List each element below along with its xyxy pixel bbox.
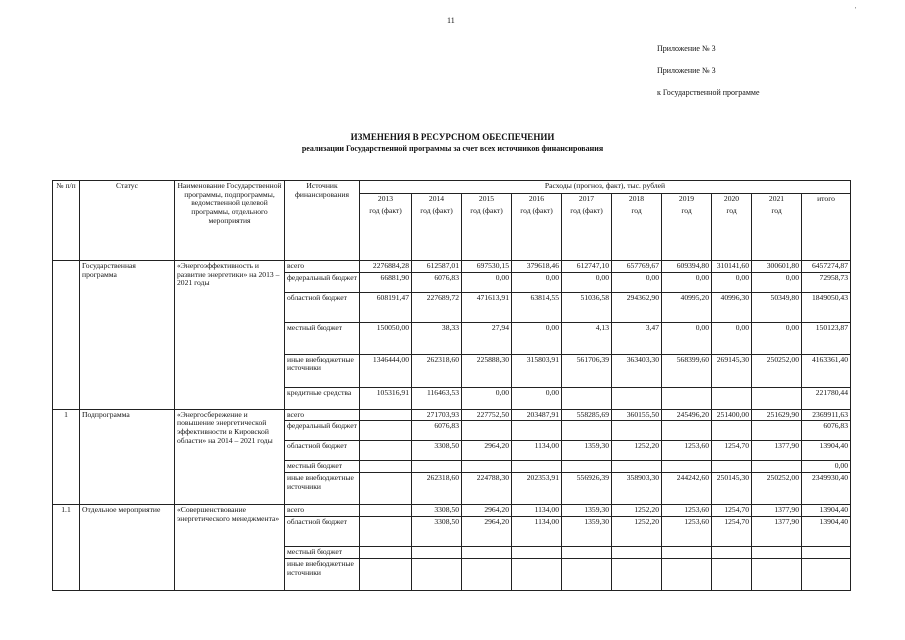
value-cell: 1134,00 <box>512 441 562 461</box>
total-cell: 2349930,40 <box>802 473 851 505</box>
row-source: федеральный бюджет <box>285 272 360 292</box>
header-year-label: 2015 <box>478 194 495 203</box>
header-year-note: год (факт) <box>520 205 553 215</box>
header-year-label: 2018 <box>628 194 645 203</box>
value-cell: 1254,70 <box>712 441 752 461</box>
value-cell <box>562 387 612 409</box>
value-cell: 2964,20 <box>462 505 512 517</box>
total-cell: 1849050,43 <box>802 292 851 322</box>
header-year-note: год <box>631 205 642 215</box>
total-cell: 13904,40 <box>802 517 851 547</box>
value-cell <box>562 461 612 473</box>
value-cell: 1252,20 <box>612 505 662 517</box>
value-cell: 1377,90 <box>752 441 802 461</box>
value-cell: 63814,55 <box>512 292 562 322</box>
value-cell: 3308,50 <box>412 505 462 517</box>
value-cell: 358903,30 <box>612 473 662 505</box>
value-cell: 250145,30 <box>712 473 752 505</box>
row-source: кредитные средства <box>285 387 360 409</box>
value-cell: 1254,70 <box>712 505 752 517</box>
total-cell: 6457274,87 <box>802 261 851 273</box>
value-cell <box>752 547 802 559</box>
row-source: областной бюджет <box>285 517 360 547</box>
value-cell: 250252,00 <box>752 354 802 387</box>
row-num: 1.1 <box>53 505 80 591</box>
header-year-2018 <box>612 194 662 261</box>
header-year-note: год (факт) <box>470 205 503 215</box>
total-cell <box>802 547 851 559</box>
value-cell <box>360 559 412 591</box>
header-expenses: Расходы (прогноз, факт), тыс. рублей <box>360 181 851 194</box>
row-num <box>53 261 80 410</box>
header-name: Наименование Государственной программы, подпрограммы, ведомственной целевой программы, отдельного мероприятия <box>175 181 285 261</box>
header-year-2015 <box>462 194 512 261</box>
table-row <box>53 261 851 273</box>
value-cell: 40995,20 <box>662 292 712 322</box>
table-row <box>53 505 851 517</box>
value-cell <box>612 547 662 559</box>
value-cell: 269145,30 <box>712 354 752 387</box>
header-num: № п/п <box>53 181 80 261</box>
header-year-2016 <box>512 194 562 261</box>
value-cell: 203487,91 <box>512 409 562 421</box>
value-cell: 697530,15 <box>462 261 512 273</box>
row-source: областной бюджет <box>285 292 360 322</box>
header-year-note: год <box>771 205 782 215</box>
value-cell: 40996,30 <box>712 292 752 322</box>
value-cell: 556926,39 <box>562 473 612 505</box>
row-source: иные внебюджетные источники <box>285 473 360 505</box>
value-cell <box>712 547 752 559</box>
total-cell: 4163361,40 <box>802 354 851 387</box>
value-cell: 227689,72 <box>412 292 462 322</box>
header-year-label: 2017 <box>578 194 595 203</box>
value-cell: 1359,30 <box>562 441 612 461</box>
value-cell: 0,00 <box>712 272 752 292</box>
value-cell: 50349,80 <box>752 292 802 322</box>
header-year-note: год (факт) <box>369 205 402 215</box>
value-cell <box>662 547 712 559</box>
row-source: местный бюджет <box>285 461 360 473</box>
value-cell: 379618,46 <box>512 261 562 273</box>
value-cell: 38,33 <box>412 322 462 354</box>
value-cell: 0,00 <box>512 272 562 292</box>
value-cell <box>612 421 662 441</box>
value-cell: 1254,70 <box>712 517 752 547</box>
value-cell: 251629,90 <box>752 409 802 421</box>
value-cell: 294362,90 <box>612 292 662 322</box>
value-cell <box>412 461 462 473</box>
value-cell <box>512 421 562 441</box>
value-cell: 3308,50 <box>412 517 462 547</box>
value-cell: 612747,10 <box>562 261 612 273</box>
value-cell: 3,47 <box>612 322 662 354</box>
value-cell: 116463,53 <box>412 387 462 409</box>
header-year-label: 2021 <box>768 194 785 203</box>
header-year-note: год (факт) <box>570 205 603 215</box>
value-cell: 6076,83 <box>412 272 462 292</box>
value-cell <box>752 559 802 591</box>
header-year-2017 <box>562 194 612 261</box>
value-cell: 251400,00 <box>712 409 752 421</box>
value-cell <box>360 421 412 441</box>
value-cell: 471613,91 <box>462 292 512 322</box>
value-cell <box>360 441 412 461</box>
value-cell: 0,00 <box>462 387 512 409</box>
value-cell <box>562 421 612 441</box>
value-cell <box>712 421 752 441</box>
value-cell: 561706,39 <box>562 354 612 387</box>
value-cell <box>360 473 412 505</box>
value-cell: 609394,80 <box>662 261 712 273</box>
value-cell: 224788,30 <box>462 473 512 505</box>
value-cell: 2964,20 <box>462 517 512 547</box>
appendix-line-1: Приложение № 3 <box>657 44 716 53</box>
value-cell: 1253,60 <box>662 505 712 517</box>
value-cell: 0,00 <box>462 272 512 292</box>
value-cell: 2276884,28 <box>360 261 412 273</box>
header-year-2019 <box>662 194 712 261</box>
header-year-label: 2020 <box>723 194 740 203</box>
value-cell: 225888,30 <box>462 354 512 387</box>
value-cell: 1252,20 <box>612 441 662 461</box>
row-source: иные внебюджетные источники <box>285 354 360 387</box>
value-cell <box>462 547 512 559</box>
row-source: всего <box>285 409 360 421</box>
total-cell: 72958,73 <box>802 272 851 292</box>
header-year-2020 <box>712 194 752 261</box>
value-cell <box>360 517 412 547</box>
row-name: «Энергосбережение и повышение энергетической эффективности в Кировской области» на 2014 – 2021 годы <box>175 409 285 505</box>
header-year-2014 <box>412 194 462 261</box>
value-cell: 0,00 <box>512 387 562 409</box>
value-cell: 51036,58 <box>562 292 612 322</box>
total-cell: 6076,83 <box>802 421 851 441</box>
value-cell: 1346444,00 <box>360 354 412 387</box>
row-source: местный бюджет <box>285 322 360 354</box>
value-cell: 227752,50 <box>462 409 512 421</box>
row-source: всего <box>285 505 360 517</box>
value-cell <box>412 559 462 591</box>
value-cell: 612587,01 <box>412 261 462 273</box>
page-number: 11 <box>447 16 455 25</box>
header-year-label: 2014 <box>428 194 445 203</box>
header-year-label: 2013 <box>377 194 394 203</box>
header-status: Статус <box>80 181 175 261</box>
total-cell: 13904,40 <box>802 441 851 461</box>
value-cell <box>360 461 412 473</box>
document-title: ИЗМЕНЕНИЯ В РЕСУРСНОМ ОБЕСПЕЧЕНИИ <box>350 132 555 142</box>
value-cell: 1134,00 <box>512 517 562 547</box>
value-cell: 244242,60 <box>662 473 712 505</box>
value-cell <box>752 387 802 409</box>
value-cell <box>360 409 412 421</box>
value-cell: 360155,50 <box>612 409 662 421</box>
value-cell <box>360 505 412 517</box>
table-row <box>53 409 851 421</box>
value-cell: 202353,91 <box>512 473 562 505</box>
value-cell: 3308,50 <box>412 441 462 461</box>
value-cell: 1359,30 <box>562 517 612 547</box>
value-cell: 657769,67 <box>612 261 662 273</box>
value-cell <box>712 387 752 409</box>
value-cell: 27,94 <box>462 322 512 354</box>
header-year-2021 <box>752 194 802 261</box>
row-status: Государственная программа <box>80 261 175 410</box>
value-cell <box>562 559 612 591</box>
value-cell: 4,13 <box>562 322 612 354</box>
document-subtitle: реализации Государственной программы за счет всех источников финансирования <box>301 144 604 153</box>
scan-mark: ' <box>855 6 857 14</box>
row-source: иные внебюджетные источники <box>285 559 360 591</box>
value-cell <box>462 559 512 591</box>
value-cell: 0,00 <box>712 322 752 354</box>
value-cell <box>752 461 802 473</box>
value-cell: 1377,90 <box>752 505 802 517</box>
value-cell: 0,00 <box>612 272 662 292</box>
value-cell: 608191,47 <box>360 292 412 322</box>
row-status: Подпрограмма <box>80 409 175 505</box>
value-cell: 105316,91 <box>360 387 412 409</box>
value-cell <box>712 559 752 591</box>
value-cell: 300601,80 <box>752 261 802 273</box>
header-year-2013 <box>360 194 412 261</box>
value-cell <box>562 547 612 559</box>
value-cell: 0,00 <box>752 272 802 292</box>
value-cell: 0,00 <box>662 322 712 354</box>
value-cell <box>662 461 712 473</box>
value-cell: 1252,20 <box>612 517 662 547</box>
value-cell <box>512 559 562 591</box>
value-cell: 363403,30 <box>612 354 662 387</box>
total-cell: 221780,44 <box>802 387 851 409</box>
value-cell: 0,00 <box>752 322 802 354</box>
value-cell <box>462 421 512 441</box>
total-cell: 0,00 <box>802 461 851 473</box>
appendix-line-2: Приложение № 3 <box>657 66 716 75</box>
value-cell <box>612 387 662 409</box>
value-cell: 150050,00 <box>360 322 412 354</box>
value-cell <box>662 559 712 591</box>
value-cell <box>412 547 462 559</box>
value-cell: 2964,20 <box>462 441 512 461</box>
total-cell: 150123,87 <box>802 322 851 354</box>
header-year-note: год (факт) <box>420 205 453 215</box>
value-cell: 0,00 <box>512 322 562 354</box>
appendix-line-3: к Государственной программе <box>657 88 760 97</box>
value-cell: 250252,00 <box>752 473 802 505</box>
row-source: местный бюджет <box>285 547 360 559</box>
value-cell: 271703,93 <box>412 409 462 421</box>
row-num: 1 <box>53 409 80 505</box>
header-row-1 <box>53 181 851 194</box>
value-cell: 0,00 <box>662 272 712 292</box>
row-source: всего <box>285 261 360 273</box>
value-cell <box>712 461 752 473</box>
value-cell: 558285,69 <box>562 409 612 421</box>
row-source: областной бюджет <box>285 441 360 461</box>
value-cell: 262318,60 <box>412 473 462 505</box>
value-cell: 245496,20 <box>662 409 712 421</box>
value-cell: 1377,90 <box>752 517 802 547</box>
value-cell: 262318,60 <box>412 354 462 387</box>
value-cell <box>462 461 512 473</box>
value-cell: 6076,83 <box>412 421 462 441</box>
header-total: итого <box>802 194 851 261</box>
total-cell: 2369911,63 <box>802 409 851 421</box>
value-cell <box>612 461 662 473</box>
row-status: Отдельное мероприятие <box>80 505 175 591</box>
value-cell <box>752 421 802 441</box>
total-cell: 13904,40 <box>802 505 851 517</box>
value-cell: 0,00 <box>562 272 612 292</box>
value-cell: 66881,90 <box>360 272 412 292</box>
resource-table <box>52 180 851 591</box>
row-name: «Энергоэффективность и развитие энергетики» на 2013 – 2021 годы <box>175 261 285 410</box>
row-name: «Совершенствование энергетического менеджмента» <box>175 505 285 591</box>
value-cell: 1134,00 <box>512 505 562 517</box>
value-cell: 315803,91 <box>512 354 562 387</box>
total-cell <box>802 559 851 591</box>
row-source: федеральный бюджет <box>285 421 360 441</box>
header-source: Источник финансирования <box>285 181 360 261</box>
header-year-note: год <box>726 205 737 215</box>
header-year-note: год <box>681 205 692 215</box>
value-cell: 1253,60 <box>662 441 712 461</box>
value-cell <box>662 421 712 441</box>
value-cell: 310141,60 <box>712 261 752 273</box>
value-cell <box>512 461 562 473</box>
value-cell: 1359,30 <box>562 505 612 517</box>
table-body <box>53 261 851 591</box>
value-cell: 1253,60 <box>662 517 712 547</box>
value-cell <box>662 387 712 409</box>
value-cell <box>512 547 562 559</box>
value-cell: 568399,60 <box>662 354 712 387</box>
header-year-label: 2016 <box>528 194 545 203</box>
header-year-label: 2019 <box>678 194 695 203</box>
value-cell <box>360 547 412 559</box>
value-cell <box>612 559 662 591</box>
